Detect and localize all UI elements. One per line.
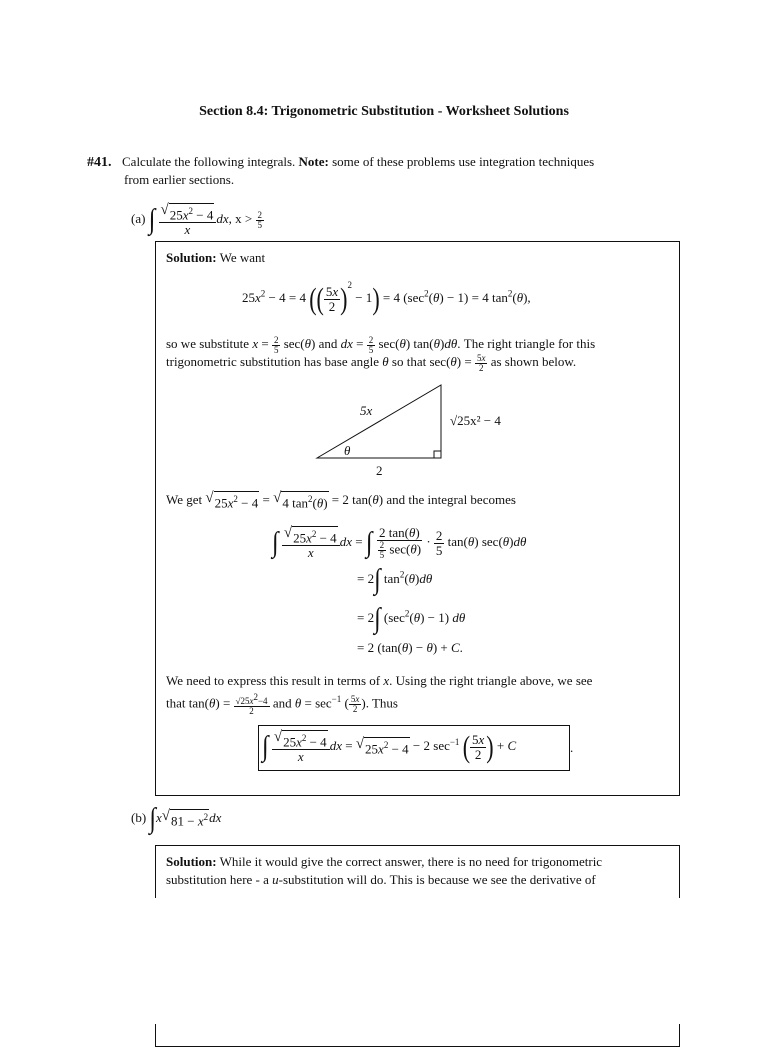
part-a-statement: (a) ∫ √ $25x^2 - 4$ x dx, x > $\frac{2}{5}$ (131, 202, 262, 238)
solution-b-label: Solution: (166, 854, 217, 869)
solution-b-text-2a: substitution here - a (166, 872, 269, 887)
problem-intro-cont: from earlier sections. (124, 172, 235, 187)
we-want-text: We want (219, 250, 266, 265)
substitution-line-2: trigonometric substitution has base angle θ so that sec(θ) = $\frac{5x}{2}$ as shown below. (166, 352, 577, 373)
derivation-step-3: = 2∫ $(\sec^2(\theta) - 1)$ dθ (357, 603, 466, 635)
page-title: Section 8.4: Trigonometric Substitution - Worksheet Solutions (199, 104, 569, 119)
express-text-3: that (166, 695, 186, 711)
sub-text-1: so we substitute (166, 336, 250, 351)
sub-text-2: The right triangle for this (463, 336, 596, 351)
sub-text-4: so that (391, 354, 427, 369)
solution-a-intro (166, 249, 265, 267)
solution-b-line-1 (166, 853, 602, 871)
solution-b-text-2b: -substitution will do. This is because we see the derivative of (278, 872, 596, 887)
integral-becomes-text: and the integral becomes (386, 492, 516, 507)
page-bottom-margin (0, 898, 768, 1024)
right-triangle-diagram (300, 380, 540, 480)
triangle-opposite-label: √25x² − 4 (450, 413, 501, 428)
problem-note: some of these problems use integration techniques (332, 154, 595, 169)
we-get-text: We get (166, 492, 203, 507)
solution-b-line-2: substitution here - a u-substitution will do. This is because we see the derivative of (166, 872, 596, 887)
derivation-step-1: ∫ √ $25x^2 - 4$ x dx = ∫ 2 tan(θ) $\frac{2}{5}$ sec(θ) · $\frac{2}{5}$ tan(θ) sec(θ)dθ (272, 525, 527, 561)
we-get-line: We get √ $25x^2 - 4$ = √ 4 $\tan^2(\theta)$ = 2 tan(θ) and the integral becomes (166, 490, 516, 511)
express-text-5: . Thus (365, 695, 398, 711)
problem-statement (87, 153, 687, 172)
derivation-step-4: = 2 (tan(θ) − θ) + C. (357, 640, 463, 655)
sub-text-5: as shown below. (490, 354, 577, 369)
triangle-base-label: 2 (376, 463, 383, 478)
sub-text-3: trigonometric substitution has base angle (166, 354, 380, 369)
part-a-condition: , x > (228, 211, 253, 227)
express-text-4: and (272, 695, 292, 711)
express-line-2: that tan(θ) = $\frac{√25x^2-4}{2}$ and $\theta = \sec^{-1}$ ( $\frac{5x}{2}$ ). Thus (166, 691, 398, 716)
part-b-label: (b) (131, 809, 147, 825)
part-b-statement: (b) ∫x √ $81 - x^2$ dx (131, 803, 222, 835)
problem-intro: Calculate the following integrals. (122, 154, 296, 169)
express-text-1: We need to express this result in terms of (166, 673, 381, 688)
part-a-label: (a) (131, 211, 146, 227)
triangle-outline (317, 385, 441, 458)
equation-identity: $25x^2 - 4 = 4$ (( $\frac{5x}{2}$ )$^2$ − 1) = 4 $(\sec^2(\theta) - 1) = 4$ $\tan^2(\theta)$, (242, 280, 531, 316)
triangle-hypotenuse-label: 5x (360, 403, 373, 418)
express-line-1: We need to express this result in terms of x. Using the right triangle above, we see (166, 673, 593, 688)
solution-b-text-1: While it would give the correct answer, there is no need for trigonometric (219, 854, 603, 869)
triangle-angle-label: θ (344, 443, 351, 458)
derivation-step-2: = 2∫ $\tan^2(\theta)d\theta$ (357, 564, 433, 596)
final-answer: ∫ √ $25x^2 - 4$ x dx = √ $25x^2 - 4$ − 2 $\sec^{-1}$ ( $\frac{5x}{2}$ ) + C (262, 728, 517, 765)
right-angle-marker (434, 451, 441, 458)
substitution-line-1: so we substitute x = $\frac{2}{5}$ sec(θ) and dx = $\frac{2}{5}$ sec(θ) tan(θ)dθ. The right triangle for this (166, 334, 596, 355)
solution-label: Solution: (166, 250, 217, 265)
problem-number: #41. (87, 155, 112, 170)
express-text-2: . Using the right triangle above, we see (389, 673, 593, 688)
final-answer-period: . (570, 740, 574, 755)
note-label: Note: (298, 154, 329, 169)
integral-sign: ∫ (148, 204, 156, 236)
